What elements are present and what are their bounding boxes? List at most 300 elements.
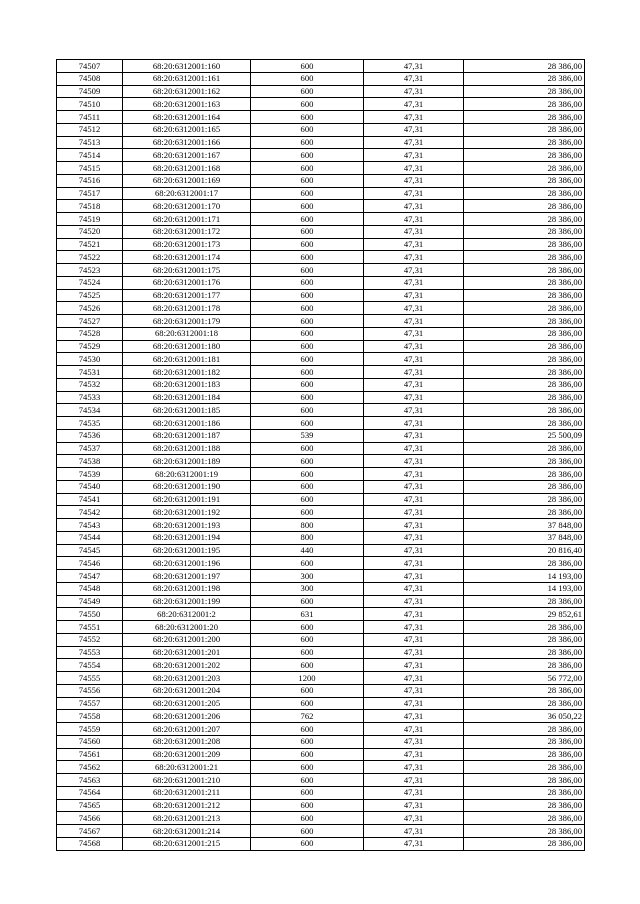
cadastral-number-cell: 68:20:6312001:160 [123, 60, 251, 73]
table-row [57, 646, 585, 659]
amount-cell: 28 386,00 [464, 98, 585, 111]
row-number-cell: 74540 [57, 480, 123, 493]
cadastral-number-cell: 68:20:6312001:197 [123, 570, 251, 583]
cadastral-number-cell: 68:20:6312001:201 [123, 646, 251, 659]
row-number-cell: 74528 [57, 327, 123, 340]
row-number-cell: 74568 [57, 837, 123, 850]
table-row [57, 493, 585, 506]
amount-cell: 28 386,00 [464, 774, 585, 787]
rate-cell: 47,31 [364, 187, 464, 200]
rate-cell: 47,31 [364, 315, 464, 328]
table-row [57, 774, 585, 787]
row-number-cell: 74548 [57, 582, 123, 595]
area-cell: 600 [251, 595, 364, 608]
rate-cell: 47,31 [364, 136, 464, 149]
amount-cell: 37 848,00 [464, 519, 585, 532]
area-cell: 600 [251, 136, 364, 149]
area-cell: 600 [251, 493, 364, 506]
table-row [57, 837, 585, 850]
area-cell: 600 [251, 735, 364, 748]
rate-cell: 47,31 [364, 557, 464, 570]
row-number-cell: 74539 [57, 468, 123, 481]
row-number-cell: 74516 [57, 174, 123, 187]
area-cell: 600 [251, 786, 364, 799]
amount-cell: 28 386,00 [464, 378, 585, 391]
row-number-cell: 74547 [57, 570, 123, 583]
table-row [57, 455, 585, 468]
cadastral-number-cell: 68:20:6312001:161 [123, 72, 251, 85]
rate-cell: 47,31 [364, 493, 464, 506]
row-number-cell: 74532 [57, 378, 123, 391]
row-number-cell: 74567 [57, 825, 123, 838]
row-number-cell: 74526 [57, 302, 123, 315]
row-number-cell: 74522 [57, 251, 123, 264]
cadastral-number-cell: 68:20:6312001:166 [123, 136, 251, 149]
area-cell: 600 [251, 340, 364, 353]
table-row [57, 264, 585, 277]
row-number-cell: 74525 [57, 289, 123, 302]
amount-cell: 28 386,00 [464, 748, 585, 761]
amount-cell: 28 386,00 [464, 60, 585, 73]
rate-cell: 47,31 [364, 672, 464, 685]
amount-cell: 28 386,00 [464, 493, 585, 506]
rate-cell: 47,31 [364, 710, 464, 723]
amount-cell: 28 386,00 [464, 404, 585, 417]
amount-cell: 28 386,00 [464, 595, 585, 608]
area-cell: 600 [251, 455, 364, 468]
table-row [57, 723, 585, 736]
cadastral-number-cell: 68:20:6312001:19 [123, 468, 251, 481]
amount-cell: 14 193,00 [464, 582, 585, 595]
cadastral-number-cell: 68:20:6312001:194 [123, 531, 251, 544]
rate-cell: 47,31 [364, 72, 464, 85]
row-number-cell: 74554 [57, 659, 123, 672]
area-cell: 600 [251, 276, 364, 289]
rate-cell: 47,31 [364, 149, 464, 162]
cadastral-number-cell: 68:20:6312001:203 [123, 672, 251, 685]
area-cell: 600 [251, 391, 364, 404]
cadastral-number-cell: 68:20:6312001:178 [123, 302, 251, 315]
area-cell: 600 [251, 468, 364, 481]
area-cell: 600 [251, 480, 364, 493]
rate-cell: 47,31 [364, 327, 464, 340]
rate-cell: 47,31 [364, 455, 464, 468]
rate-cell: 47,31 [364, 519, 464, 532]
table-row [57, 366, 585, 379]
amount-cell: 28 386,00 [464, 417, 585, 430]
cadastral-number-cell: 68:20:6312001:164 [123, 111, 251, 124]
cadastral-number-cell: 68:20:6312001:2 [123, 608, 251, 621]
rate-cell: 47,31 [364, 825, 464, 838]
cadastral-number-cell: 68:20:6312001:20 [123, 621, 251, 634]
cadastral-number-cell: 68:20:6312001:190 [123, 480, 251, 493]
row-number-cell: 74514 [57, 149, 123, 162]
amount-cell: 28 386,00 [464, 468, 585, 481]
row-number-cell: 74555 [57, 672, 123, 685]
area-cell: 600 [251, 111, 364, 124]
amount-cell: 28 386,00 [464, 557, 585, 570]
amount-cell: 28 386,00 [464, 136, 585, 149]
area-cell: 800 [251, 531, 364, 544]
rate-cell: 47,31 [364, 417, 464, 430]
rate-cell: 47,31 [364, 353, 464, 366]
rate-cell: 47,31 [364, 595, 464, 608]
area-cell: 600 [251, 633, 364, 646]
row-number-cell: 74513 [57, 136, 123, 149]
rate-cell: 47,31 [364, 85, 464, 98]
table-row [57, 672, 585, 685]
amount-cell: 28 386,00 [464, 506, 585, 519]
row-number-cell: 74527 [57, 315, 123, 328]
cadastral-number-cell: 68:20:6312001:180 [123, 340, 251, 353]
rate-cell: 47,31 [364, 837, 464, 850]
row-number-cell: 74508 [57, 72, 123, 85]
rate-cell: 47,31 [364, 774, 464, 787]
cadastral-number-cell: 68:20:6312001:183 [123, 378, 251, 391]
rate-cell: 47,31 [364, 570, 464, 583]
table-row [57, 735, 585, 748]
rate-cell: 47,31 [364, 98, 464, 111]
table-row [57, 786, 585, 799]
cadastral-number-cell: 68:20:6312001:179 [123, 315, 251, 328]
table-row [57, 302, 585, 315]
amount-cell: 28 386,00 [464, 149, 585, 162]
rate-cell: 47,31 [364, 174, 464, 187]
area-cell: 600 [251, 404, 364, 417]
area-cell: 600 [251, 723, 364, 736]
amount-cell: 28 386,00 [464, 391, 585, 404]
area-cell: 800 [251, 519, 364, 532]
row-number-cell: 74550 [57, 608, 123, 621]
area-cell: 600 [251, 659, 364, 672]
table-row [57, 136, 585, 149]
amount-cell: 28 386,00 [464, 340, 585, 353]
table-row [57, 710, 585, 723]
amount-cell: 28 386,00 [464, 761, 585, 774]
table-row [57, 213, 585, 226]
rate-cell: 47,31 [364, 786, 464, 799]
row-number-cell: 74553 [57, 646, 123, 659]
amount-cell: 28 386,00 [464, 735, 585, 748]
table-row [57, 748, 585, 761]
cadastral-number-cell: 68:20:6312001:192 [123, 506, 251, 519]
amount-cell: 28 386,00 [464, 174, 585, 187]
rate-cell: 47,31 [364, 748, 464, 761]
row-number-cell: 74556 [57, 684, 123, 697]
cadastral-number-cell: 68:20:6312001:195 [123, 544, 251, 557]
area-cell: 600 [251, 442, 364, 455]
area-cell: 600 [251, 748, 364, 761]
amount-cell: 28 386,00 [464, 353, 585, 366]
cadastral-number-cell: 68:20:6312001:175 [123, 264, 251, 277]
cadastral-number-cell: 68:20:6312001:193 [123, 519, 251, 532]
area-cell: 600 [251, 774, 364, 787]
table-row [57, 595, 585, 608]
rate-cell: 47,31 [364, 289, 464, 302]
amount-cell: 29 852,61 [464, 608, 585, 621]
amount-cell: 28 386,00 [464, 162, 585, 175]
cadastral-number-cell: 68:20:6312001:18 [123, 327, 251, 340]
area-cell: 600 [251, 799, 364, 812]
row-number-cell: 74565 [57, 799, 123, 812]
row-number-cell: 74521 [57, 238, 123, 251]
amount-cell: 28 386,00 [464, 837, 585, 850]
row-number-cell: 74515 [57, 162, 123, 175]
row-number-cell: 74524 [57, 276, 123, 289]
table-row [57, 327, 585, 340]
rate-cell: 47,31 [364, 621, 464, 634]
cadastral-number-cell: 68:20:6312001:184 [123, 391, 251, 404]
table-row [57, 85, 585, 98]
row-number-cell: 74536 [57, 429, 123, 442]
cadastral-number-cell: 68:20:6312001:207 [123, 723, 251, 736]
table-row [57, 391, 585, 404]
area-cell: 539 [251, 429, 364, 442]
row-number-cell: 74551 [57, 621, 123, 634]
rate-cell: 47,31 [364, 608, 464, 621]
area-cell: 600 [251, 812, 364, 825]
cadastral-number-cell: 68:20:6312001:21 [123, 761, 251, 774]
area-cell: 600 [251, 264, 364, 277]
amount-cell: 28 386,00 [464, 659, 585, 672]
table-row [57, 480, 585, 493]
area-cell: 600 [251, 174, 364, 187]
rate-cell: 47,31 [364, 391, 464, 404]
row-number-cell: 74517 [57, 187, 123, 200]
rate-cell: 47,31 [364, 366, 464, 379]
cadastral-number-cell: 68:20:6312001:210 [123, 774, 251, 787]
table-row [57, 468, 585, 481]
amount-cell: 28 386,00 [464, 455, 585, 468]
table-row [57, 251, 585, 264]
row-number-cell: 74518 [57, 200, 123, 213]
table-row [57, 60, 585, 73]
rate-cell: 47,31 [364, 531, 464, 544]
area-cell: 600 [251, 98, 364, 111]
table-row [57, 659, 585, 672]
cadastral-number-cell: 68:20:6312001:204 [123, 684, 251, 697]
amount-cell: 28 386,00 [464, 327, 585, 340]
row-number-cell: 74557 [57, 697, 123, 710]
area-cell: 600 [251, 697, 364, 710]
area-cell: 600 [251, 557, 364, 570]
area-cell: 631 [251, 608, 364, 621]
row-number-cell: 74520 [57, 225, 123, 238]
cadastral-number-cell: 68:20:6312001:205 [123, 697, 251, 710]
area-cell: 600 [251, 378, 364, 391]
rate-cell: 47,31 [364, 225, 464, 238]
rate-cell: 47,31 [364, 238, 464, 251]
rate-cell: 47,31 [364, 429, 464, 442]
rate-cell: 47,31 [364, 468, 464, 481]
table-row [57, 353, 585, 366]
table-row [57, 225, 585, 238]
cadastral-number-cell: 68:20:6312001:209 [123, 748, 251, 761]
area-cell: 600 [251, 353, 364, 366]
area-cell: 600 [251, 302, 364, 315]
amount-cell: 20 816,40 [464, 544, 585, 557]
rate-cell: 47,31 [364, 646, 464, 659]
amount-cell: 28 386,00 [464, 123, 585, 136]
area-cell: 600 [251, 123, 364, 136]
table-row [57, 200, 585, 213]
rate-cell: 47,31 [364, 697, 464, 710]
table-row [57, 570, 585, 583]
cadastral-number-cell: 68:20:6312001:202 [123, 659, 251, 672]
cadastral-number-cell: 68:20:6312001:212 [123, 799, 251, 812]
table-row [57, 289, 585, 302]
rate-cell: 47,31 [364, 251, 464, 264]
amount-cell: 28 386,00 [464, 315, 585, 328]
row-number-cell: 74511 [57, 111, 123, 124]
table-row [57, 123, 585, 136]
rate-cell: 47,31 [364, 735, 464, 748]
row-number-cell: 74541 [57, 493, 123, 506]
rate-cell: 47,31 [364, 582, 464, 595]
parcel-table-body [57, 60, 585, 851]
table-row [57, 429, 585, 442]
rate-cell: 47,31 [364, 276, 464, 289]
rate-cell: 47,31 [364, 723, 464, 736]
table-row [57, 404, 585, 417]
table-row [57, 812, 585, 825]
rate-cell: 47,31 [364, 162, 464, 175]
table-row [57, 111, 585, 124]
area-cell: 600 [251, 85, 364, 98]
amount-cell: 28 386,00 [464, 264, 585, 277]
row-number-cell: 74538 [57, 455, 123, 468]
row-number-cell: 74531 [57, 366, 123, 379]
rate-cell: 47,31 [364, 264, 464, 277]
cadastral-number-cell: 68:20:6312001:173 [123, 238, 251, 251]
amount-cell: 28 386,00 [464, 697, 585, 710]
rate-cell: 47,31 [364, 544, 464, 557]
row-number-cell: 74535 [57, 417, 123, 430]
amount-cell: 56 772,00 [464, 672, 585, 685]
rate-cell: 47,31 [364, 404, 464, 417]
amount-cell: 28 386,00 [464, 684, 585, 697]
rate-cell: 47,31 [364, 761, 464, 774]
table-row [57, 799, 585, 812]
table-row [57, 825, 585, 838]
cadastral-number-cell: 68:20:6312001:214 [123, 825, 251, 838]
table-row [57, 149, 585, 162]
row-number-cell: 74561 [57, 748, 123, 761]
amount-cell: 25 500,09 [464, 429, 585, 442]
cadastral-number-cell: 68:20:6312001:165 [123, 123, 251, 136]
rate-cell: 47,31 [364, 442, 464, 455]
cadastral-number-cell: 68:20:6312001:172 [123, 225, 251, 238]
rate-cell: 47,31 [364, 60, 464, 73]
area-cell: 600 [251, 366, 364, 379]
area-cell: 600 [251, 149, 364, 162]
area-cell: 600 [251, 162, 364, 175]
amount-cell: 28 386,00 [464, 480, 585, 493]
area-cell: 600 [251, 506, 364, 519]
amount-cell: 28 386,00 [464, 646, 585, 659]
row-number-cell: 74543 [57, 519, 123, 532]
cadastral-number-cell: 68:20:6312001:200 [123, 633, 251, 646]
area-cell: 300 [251, 570, 364, 583]
row-number-cell: 74512 [57, 123, 123, 136]
area-cell: 600 [251, 60, 364, 73]
cadastral-number-cell: 68:20:6312001:199 [123, 595, 251, 608]
cadastral-number-cell: 68:20:6312001:206 [123, 710, 251, 723]
cadastral-number-cell: 68:20:6312001:168 [123, 162, 251, 175]
table-row [57, 582, 585, 595]
cadastral-number-cell: 68:20:6312001:17 [123, 187, 251, 200]
area-cell: 600 [251, 289, 364, 302]
rate-cell: 47,31 [364, 684, 464, 697]
cadastral-number-cell: 68:20:6312001:187 [123, 429, 251, 442]
amount-cell: 28 386,00 [464, 251, 585, 264]
cadastral-number-cell: 68:20:6312001:186 [123, 417, 251, 430]
rate-cell: 47,31 [364, 799, 464, 812]
row-number-cell: 74534 [57, 404, 123, 417]
cadastral-number-cell: 68:20:6312001:181 [123, 353, 251, 366]
area-cell: 600 [251, 684, 364, 697]
amount-cell: 28 386,00 [464, 621, 585, 634]
area-cell: 300 [251, 582, 364, 595]
row-number-cell: 74560 [57, 735, 123, 748]
cadastral-number-cell: 68:20:6312001:208 [123, 735, 251, 748]
table-row [57, 633, 585, 646]
rate-cell: 47,31 [364, 633, 464, 646]
table-row [57, 531, 585, 544]
row-number-cell: 74562 [57, 761, 123, 774]
area-cell: 600 [251, 621, 364, 634]
area-cell: 600 [251, 72, 364, 85]
table-row [57, 544, 585, 557]
table-row [57, 621, 585, 634]
cadastral-number-cell: 68:20:6312001:170 [123, 200, 251, 213]
area-cell: 600 [251, 187, 364, 200]
row-number-cell: 74510 [57, 98, 123, 111]
amount-cell: 28 386,00 [464, 289, 585, 302]
table-row [57, 761, 585, 774]
amount-cell: 28 386,00 [464, 799, 585, 812]
table-row [57, 174, 585, 187]
row-number-cell: 74542 [57, 506, 123, 519]
table-row [57, 340, 585, 353]
table-row [57, 162, 585, 175]
amount-cell: 28 386,00 [464, 786, 585, 799]
rate-cell: 47,31 [364, 123, 464, 136]
amount-cell: 28 386,00 [464, 72, 585, 85]
table-row [57, 608, 585, 621]
row-number-cell: 74564 [57, 786, 123, 799]
amount-cell: 28 386,00 [464, 276, 585, 289]
area-cell: 600 [251, 213, 364, 226]
amount-cell: 36 050,22 [464, 710, 585, 723]
table-row [57, 187, 585, 200]
row-number-cell: 74546 [57, 557, 123, 570]
area-cell: 600 [251, 238, 364, 251]
rate-cell: 47,31 [364, 302, 464, 315]
cadastral-number-cell: 68:20:6312001:163 [123, 98, 251, 111]
area-cell: 440 [251, 544, 364, 557]
amount-cell: 28 386,00 [464, 442, 585, 455]
cadastral-number-cell: 68:20:6312001:162 [123, 85, 251, 98]
parcel-table [56, 59, 585, 851]
table-row [57, 238, 585, 251]
amount-cell: 28 386,00 [464, 723, 585, 736]
amount-cell: 28 386,00 [464, 238, 585, 251]
row-number-cell: 74545 [57, 544, 123, 557]
cadastral-number-cell: 68:20:6312001:215 [123, 837, 251, 850]
row-number-cell: 74529 [57, 340, 123, 353]
rate-cell: 47,31 [364, 659, 464, 672]
